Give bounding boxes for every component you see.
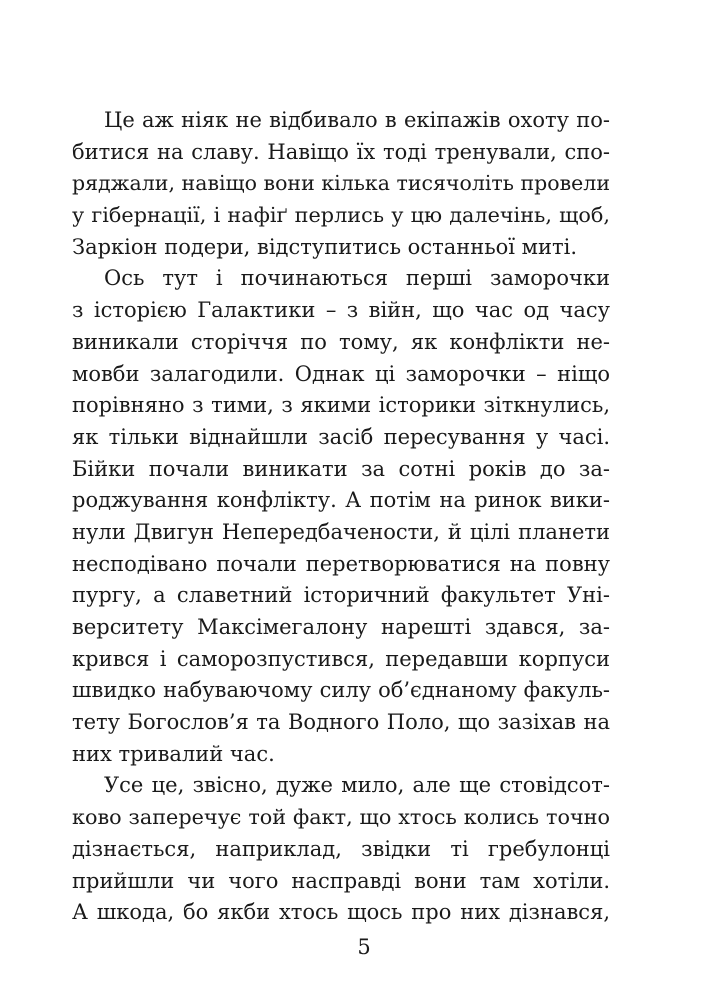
text-line: порівняно з тими, з якими історики зіткнулись, [72, 393, 610, 418]
text-line: А шкода, бо якби хтось щось про них дізнався, [72, 900, 610, 925]
text-line: Заркіон подери, відступитись останньої миті. [72, 234, 578, 259]
text-line: як тільки віднайшли засіб пересування у часі. [72, 424, 610, 449]
text-line: Ось тут і починаються перші заморочки [104, 266, 610, 291]
text-line: роджування конфлікту. А потім на ринок вики- [72, 488, 610, 513]
text-line: швидко набуваючому силу об’єднаному факуль- [72, 678, 610, 703]
text-line: виникали сторіччя по тому, як конфлікти не- [72, 329, 610, 354]
text-line: Усе це, звісно, дуже мило, але ще стовідсот- [104, 773, 610, 798]
text-line: Це аж ніяк не відбивало в екіпажів охоту по- [104, 108, 610, 132]
text-line: них тривалий час. [72, 741, 275, 766]
text-line: у гібернації, і нафіґ перлись у цю далечінь, щоб, [72, 203, 610, 228]
text-line: дізнається, наприклад, звідки ті гребулонці [72, 836, 610, 861]
text-line: ково заперечує той факт, що хтось колись точно [72, 805, 610, 830]
text-line: мовби залагодили. Однак ці заморочки – ніщо [72, 361, 610, 386]
text-line: несподівано почали перетворюватися на повну [72, 551, 610, 576]
text-line: верситету Максімегалону нарешті здався, за- [72, 615, 610, 639]
text-line: битися на славу. Навіщо їх тоді тренували, спо- [72, 139, 610, 164]
text-line: з історією Галактики – з війн, що час од часу [72, 298, 610, 323]
text-line: пургу, а славетний історичний факультет Уні- [72, 583, 610, 608]
body-text [72, 105, 610, 929]
text-line: Бійки почали виникати за сотні років до за- [72, 456, 610, 481]
page-number: 5 [357, 935, 371, 959]
text-line: тету Богослов’я та Водного Поло, що зазіхав на [72, 710, 610, 735]
text-line: крився і саморозпустився, передавши корпуси [72, 646, 610, 671]
text-line: нули Двигун Непередбачености, й цілі планети [72, 519, 610, 544]
text-line: прийшли чи чого насправді вони там хотіли. [72, 868, 610, 893]
text-line: ряджали, навіщо вони кілька тисячоліть провели [72, 171, 610, 196]
